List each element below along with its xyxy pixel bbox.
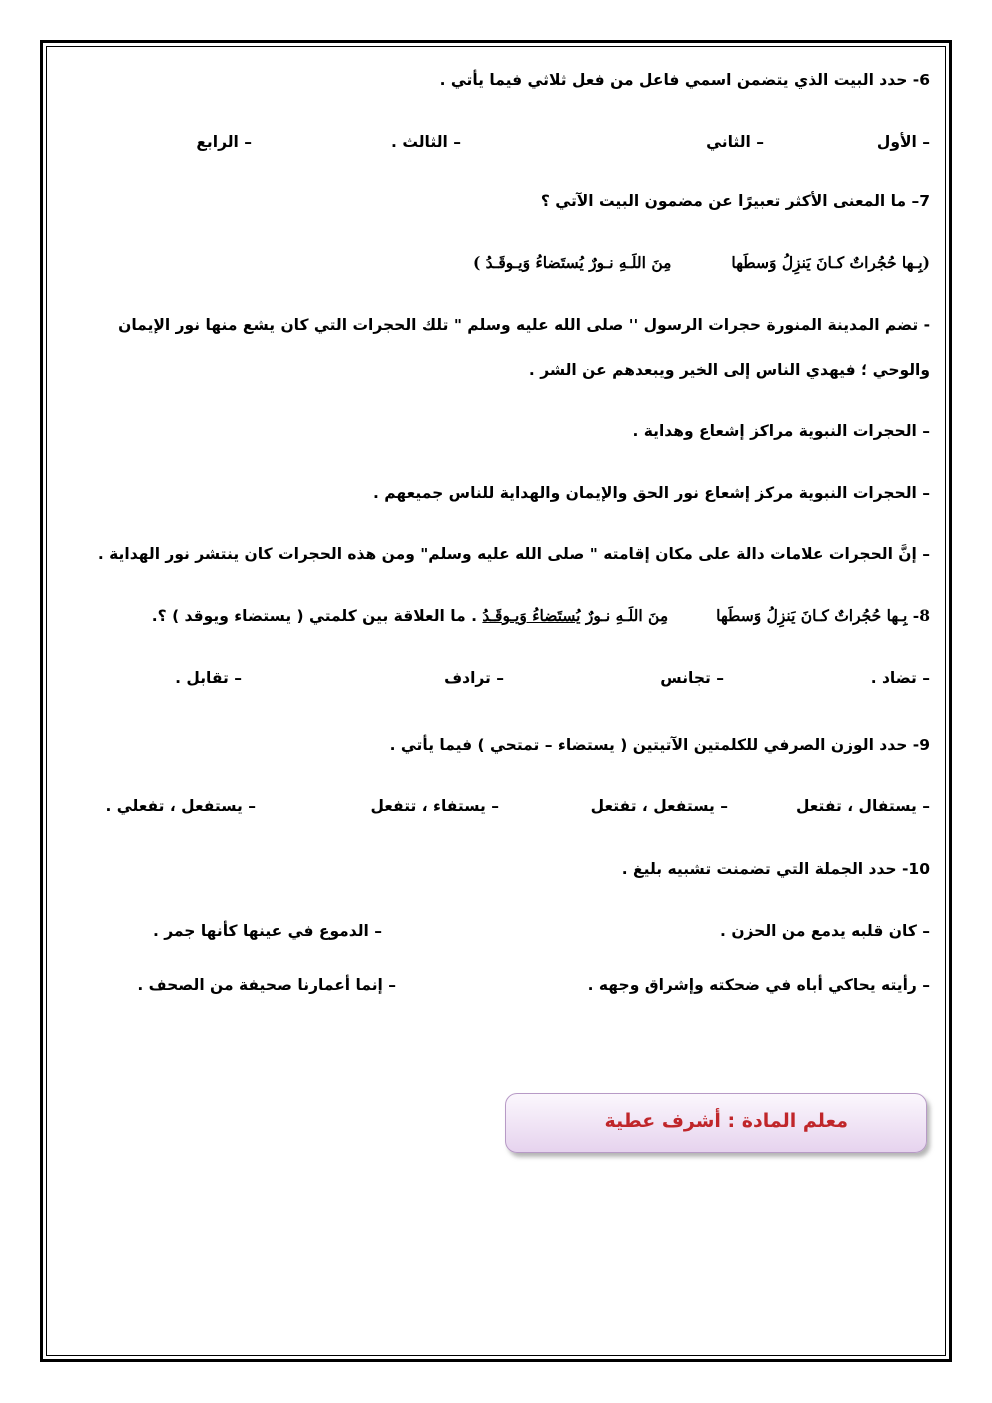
q8-verse-second-start: مِنَ اللَـهِ نـورٌ: [580, 606, 669, 625]
q9-option-4: – يستفعل ، تفعلي .: [105, 797, 256, 815]
q8-question-text: . ما العلاقة بين كلمتي ( يستضاء ويوقد ) ؟.: [151, 607, 483, 625]
q8-verse-first-hemistich: 8- بِـها حُجُراتٌ كـانَ يَنزِلُ وَسطَها: [716, 606, 930, 625]
q7-question: 7– ما المعنى الأكثر تعبيرًا عن مضمون البيت الآتي ؟: [540, 192, 930, 210]
q8-option-4: – تقابل .: [175, 669, 242, 687]
q9-question: 9- حدد الوزن الصرفي للكلمتين الآتيتين ( يستضاء – تمتحي ) فيما يأتي .: [389, 736, 930, 754]
q7-option-2: – الحجرات النبوية مراكز إشعاع وهداية .: [632, 422, 930, 440]
q9-option-2: – يستفعل ، تفتعل: [590, 797, 728, 815]
q10-option-3: – رأيته يحاكي أباه في ضحكته وإشراق وجهه .: [587, 976, 930, 994]
q10-question: 10- حدد الجملة التي تضمنت تشبيه بليغ .: [621, 860, 930, 878]
q7-option-1-line-1: - تضم المدينة المنورة حجرات الرسول '' صلى الله عليه وسلم " تلك الحجرات التي كان يشع منها نور الإيمان: [118, 316, 930, 334]
q10-option-1: – كان قلبه يدمع من الحزن .: [720, 922, 930, 940]
q7-option-3: – الحجرات النبوية مركز إشعاع نور الحق والإيمان والهداية للناس جميعهم .: [372, 484, 930, 502]
teacher-name-box: [505, 1093, 927, 1153]
q8-question: [152, 605, 930, 627]
q6-option-1: – الأول: [876, 133, 930, 151]
q7-verse-first-hemistich: (بِـها حُجُراتٌ كـانَ يَنزِلُ وَسطَها: [731, 253, 930, 272]
q7-verse: [473, 252, 930, 274]
page-border-inner: [46, 46, 946, 1356]
q8-underlined-words: يُستَضاءُ وَيـوقَـدُ: [482, 606, 581, 625]
q8-option-2: – تجانس: [660, 669, 724, 687]
q7-verse-second-hemistich: مِنَ اللَـهِ نـورٌ يُستَضاءُ وَيـوقَـدُ ): [472, 253, 672, 272]
q6-option-2: – الثاني: [706, 133, 764, 151]
q7-option-4: – إنَّ الحجرات علامات دالة على مكان إقامته " صلى الله عليه وسلم" ومن هذه الحجرات كان ينتشر نور الهداية .: [97, 545, 930, 563]
q8-option-3: – ترادف: [444, 669, 504, 687]
q9-option-1: – يستفال ، تفتعل: [795, 797, 930, 815]
q9-option-3: – يستفاء ، تتفعل: [370, 797, 499, 815]
q10-option-2: – الدموع في عينها كأنها جمر .: [152, 922, 382, 940]
q6-option-4: – الرابع: [196, 133, 252, 151]
q10-option-4: – إنما أعمارنا صحيفة من الصحف .: [137, 976, 396, 994]
q8-option-1: – تضاد .: [870, 669, 930, 687]
q7-option-1-line-2: والوحي ؛ فيهدي الناس إلى الخير ويبعدهم عن الشر .: [528, 361, 930, 379]
teacher-name: معلم المادة : أشرف عطية: [604, 1110, 848, 1132]
q6-option-3: – الثالث .: [391, 133, 461, 151]
q6-question: 6- حدد البيت الذي يتضمن اسمي فاعل من فعل ثلاثي فيما يأتي .: [439, 71, 930, 89]
